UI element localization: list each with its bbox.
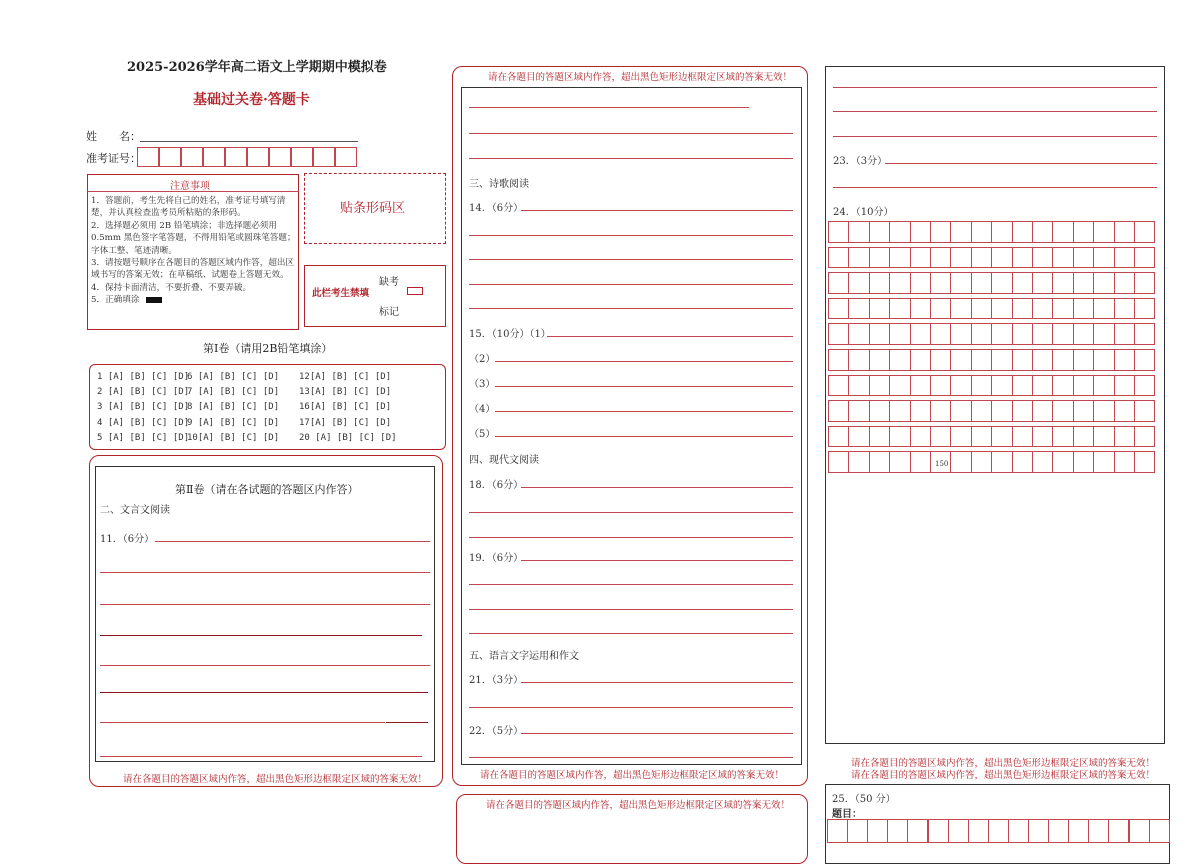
grid-cell[interactable] xyxy=(1028,819,1049,843)
q23-label: 23．（3分） xyxy=(833,156,888,167)
grid-cell[interactable] xyxy=(889,272,910,294)
grid-cell[interactable] xyxy=(1134,375,1155,397)
grid-cell[interactable] xyxy=(1134,451,1155,473)
grid-cell[interactable] xyxy=(991,247,1012,269)
section1-title: 第Ⅰ卷（请用2B铅笔填涂） xyxy=(203,342,333,355)
grid-cell[interactable] xyxy=(869,272,890,294)
notice-item: 1．答题前，考生先将自己的姓名，准考证号填写清楚，并认真检查监考员所粘贴的条形码。 xyxy=(91,196,286,219)
grid-cell[interactable] xyxy=(1134,323,1155,345)
grid-cell[interactable] xyxy=(1032,375,1053,397)
choice-item[interactable]: 20 [A] [B] [C] [D] xyxy=(299,432,397,443)
exam-id-digit-box[interactable] xyxy=(159,147,181,167)
grid-cell[interactable] xyxy=(971,247,992,269)
notice-item: 2．选择题必须用 2B 铅笔填涂；非选择题必须用 0.5mm 黑色签字笔答题，不得用铅笔或圆珠笔答题；字体工整、笔迹清晰。 xyxy=(91,220,296,256)
grid-cell[interactable] xyxy=(889,426,910,448)
grid-cell[interactable] xyxy=(847,819,868,843)
grid-cell[interactable] xyxy=(930,426,951,448)
grid-cell[interactable] xyxy=(991,426,1012,448)
grid-cell[interactable] xyxy=(889,323,910,345)
grid-cell[interactable] xyxy=(910,349,931,371)
grid-cell[interactable] xyxy=(1134,349,1155,371)
q18-label: 18．（6分） xyxy=(469,480,524,491)
grid-cell[interactable] xyxy=(950,426,971,448)
grid-cell[interactable] xyxy=(1114,323,1135,345)
grid-cell[interactable] xyxy=(930,221,951,243)
grid-cell[interactable] xyxy=(1114,247,1135,269)
grid-cell[interactable] xyxy=(848,451,869,473)
grid-cell[interactable] xyxy=(1073,375,1094,397)
choice-item[interactable]: 6 [A] [B] [C] [D] xyxy=(187,372,280,382)
choice-item[interactable]: 12[A] [B] [C] [D] xyxy=(299,372,392,382)
grid-cell[interactable] xyxy=(1012,323,1033,345)
grid-cell[interactable] xyxy=(950,451,971,473)
grid-cell[interactable] xyxy=(1012,247,1033,269)
grid-cell[interactable] xyxy=(910,221,931,243)
grid-cell[interactable] xyxy=(848,375,869,397)
grid-cell[interactable] xyxy=(928,819,949,843)
grid-cell[interactable] xyxy=(869,375,890,397)
absent-mark-top: 缺考 xyxy=(379,277,399,288)
grid-cell[interactable] xyxy=(1073,451,1094,473)
grid-cell[interactable] xyxy=(1093,298,1114,320)
grid-cell[interactable] xyxy=(910,426,931,448)
choice-item[interactable]: 17[A] [B] [C] [D] xyxy=(299,417,392,428)
notice-item: 5．正确填涂 xyxy=(91,294,296,306)
notice-item: 4．保持卡面清洁，不要折叠、不要弄破。 xyxy=(91,282,252,293)
exam-id-digit-box[interactable] xyxy=(181,147,203,167)
grid-cell[interactable] xyxy=(950,298,971,320)
grid-cell[interactable] xyxy=(828,272,849,294)
q21-label: 21．（3分） xyxy=(469,675,524,686)
choice-item[interactable]: 10[A] [B] [C] [D] xyxy=(187,432,280,443)
grid-cell[interactable] xyxy=(910,375,931,397)
grid-cell[interactable] xyxy=(867,819,888,843)
grid-cell[interactable] xyxy=(1129,819,1150,843)
grid-cell[interactable] xyxy=(828,221,849,243)
grid-cell[interactable] xyxy=(1073,349,1094,371)
grid-cell[interactable] xyxy=(1093,323,1114,345)
grid-cell[interactable] xyxy=(1032,323,1053,345)
grid-cell[interactable] xyxy=(848,400,869,422)
grid-cell[interactable] xyxy=(910,451,931,473)
grid-cell[interactable] xyxy=(1114,426,1135,448)
grid-cell[interactable] xyxy=(1052,400,1073,422)
part2-heading: 二、文言文阅读 xyxy=(100,505,170,516)
warning-middle-top: 请在各题目的答题区域内作答，超出黑色矩形边框限定区域的答案无效！ xyxy=(488,72,793,83)
grid-cell[interactable] xyxy=(869,400,890,422)
grid-cell[interactable] xyxy=(1052,247,1073,269)
grid-cell[interactable] xyxy=(930,247,951,269)
grid-cell[interactable] xyxy=(889,375,910,397)
grid-cell[interactable] xyxy=(848,272,869,294)
section2-title: 第Ⅱ卷（请在各试题的答题区内作答） xyxy=(175,483,359,496)
grid-cell[interactable] xyxy=(991,323,1012,345)
grid-cell[interactable] xyxy=(848,247,869,269)
grid-cell[interactable] xyxy=(1088,819,1109,843)
grid-cell[interactable] xyxy=(991,400,1012,422)
part4-heading: 四、现代文阅读 xyxy=(469,455,539,466)
grid-cell[interactable] xyxy=(828,400,849,422)
notice-items xyxy=(91,195,296,307)
grid-cell[interactable] xyxy=(930,375,951,397)
grid-cell[interactable] xyxy=(1093,400,1114,422)
absent-mark-bottom: 标记 xyxy=(379,307,399,318)
grid-cell[interactable] xyxy=(1093,451,1114,473)
grid-cell[interactable] xyxy=(869,247,890,269)
grid-cell[interactable] xyxy=(1114,349,1135,371)
grid-cell[interactable] xyxy=(950,349,971,371)
exam-id-digit-box[interactable] xyxy=(247,147,269,167)
grid-cell[interactable] xyxy=(869,451,890,473)
grid-cell[interactable] xyxy=(910,298,931,320)
grid-cell[interactable] xyxy=(887,819,908,843)
name-label: 姓 名： xyxy=(86,130,141,143)
grid-cell[interactable] xyxy=(889,298,910,320)
choice-item[interactable]: 13[A] [B] [C] [D] xyxy=(299,387,392,398)
grid-cell[interactable] xyxy=(848,349,869,371)
grid-cell[interactable] xyxy=(1012,426,1033,448)
grid-cell[interactable] xyxy=(1114,272,1135,294)
grid-cell[interactable] xyxy=(1093,272,1114,294)
grid-cell[interactable] xyxy=(869,221,890,243)
choice-item[interactable]: 8 [A] [B] [C] [D] xyxy=(187,402,280,413)
filled-sample-icon xyxy=(146,297,162,303)
grid-cell[interactable] xyxy=(1114,375,1135,397)
q24-label: 24．（10分） xyxy=(833,207,894,218)
grid-cell[interactable] xyxy=(828,451,849,473)
exam-id-digit-box[interactable] xyxy=(203,147,225,167)
grid-cell[interactable] xyxy=(968,819,989,843)
grid-cell[interactable] xyxy=(889,349,910,371)
grid-cell[interactable] xyxy=(910,247,931,269)
grid-cell[interactable] xyxy=(1134,426,1155,448)
grid-cell[interactable] xyxy=(971,298,992,320)
grid-cell[interactable] xyxy=(1108,819,1129,843)
warning-right-2: 请在各题目的答题区域内作答，超出黑色矩形边框限定区域的答案无效！ xyxy=(851,770,1156,781)
grid-cell[interactable] xyxy=(889,400,910,422)
grid-cell[interactable] xyxy=(1134,400,1155,422)
q15-sub: （3） xyxy=(469,379,496,390)
exam-id-digit-box[interactable] xyxy=(137,147,159,167)
grid-cell[interactable] xyxy=(1012,272,1033,294)
grid-cell[interactable] xyxy=(1032,426,1053,448)
grid-cell[interactable] xyxy=(1134,298,1155,320)
grid-cell[interactable] xyxy=(1052,451,1073,473)
grid-cell[interactable] xyxy=(950,247,971,269)
exam-id-label: 准考证号： xyxy=(86,152,141,165)
grid-cell[interactable] xyxy=(1032,247,1053,269)
q22-label: 22．（5分） xyxy=(469,726,524,737)
grid-cell[interactable] xyxy=(1032,221,1053,243)
grid-cell[interactable] xyxy=(828,298,849,320)
grid-cell[interactable] xyxy=(1032,272,1053,294)
grid-cell[interactable] xyxy=(1114,298,1135,320)
grid-marker: 150 xyxy=(935,460,949,468)
grid-cell[interactable] xyxy=(848,221,869,243)
grid-cell[interactable] xyxy=(971,400,992,422)
absent-label: 此栏考生禁填 xyxy=(312,288,370,299)
grid-cell[interactable] xyxy=(1093,221,1114,243)
part5-heading: 五、语言文字运用和作文 xyxy=(469,651,579,662)
grid-cell[interactable] xyxy=(1032,400,1053,422)
grid-cell[interactable] xyxy=(869,349,890,371)
grid-cell[interactable] xyxy=(930,272,951,294)
grid-cell[interactable] xyxy=(1093,349,1114,371)
grid-cell[interactable] xyxy=(950,272,971,294)
grid-cell[interactable] xyxy=(1008,819,1029,843)
q15-sub: （4） xyxy=(469,404,496,415)
q15-label: 15．（10分）（1） xyxy=(469,329,551,340)
notice-item: 3．请按题号顺序在各题目的答题区域内作答，超出区域书写的答案无效；在草稿纸、试题卷上答题无效。 xyxy=(91,258,295,281)
grid-cell[interactable] xyxy=(1073,221,1094,243)
grid-cell[interactable] xyxy=(1052,323,1073,345)
grid-cell[interactable] xyxy=(1073,426,1094,448)
grid-cell[interactable] xyxy=(991,451,1012,473)
grid-cell[interactable] xyxy=(1052,375,1073,397)
grid-cell[interactable] xyxy=(971,375,992,397)
grid-cell[interactable] xyxy=(1032,298,1053,320)
exam-id-digit-box[interactable] xyxy=(269,147,291,167)
grid-cell[interactable] xyxy=(971,451,992,473)
choice-item[interactable]: 5 [A] [B] [C] [D] xyxy=(97,432,190,443)
grid-cell[interactable] xyxy=(930,298,951,320)
grid-cell[interactable] xyxy=(828,375,849,397)
q19-label: 19．（6分） xyxy=(469,553,524,564)
grid-cell[interactable] xyxy=(828,349,849,371)
grid-cell[interactable] xyxy=(1134,247,1155,269)
barcode-label: 贴条形码区 xyxy=(340,201,406,216)
grid-cell[interactable] xyxy=(1068,819,1089,843)
grid-cell[interactable] xyxy=(1149,819,1170,843)
grid-cell[interactable] xyxy=(1073,298,1094,320)
grid-cell[interactable] xyxy=(988,819,1009,843)
grid-cell[interactable] xyxy=(1012,400,1033,422)
grid-cell[interactable] xyxy=(948,819,969,843)
grid-cell[interactable] xyxy=(950,375,971,397)
grid-cell[interactable] xyxy=(1048,819,1069,843)
grid-cell[interactable] xyxy=(910,323,931,345)
grid-cell[interactable] xyxy=(827,819,848,843)
grid-cell[interactable] xyxy=(828,323,849,345)
grid-cell[interactable] xyxy=(991,298,1012,320)
grid-cell[interactable] xyxy=(1114,400,1135,422)
grid-cell[interactable] xyxy=(1134,221,1155,243)
exam-id-digit-box[interactable] xyxy=(313,147,335,167)
grid-cell[interactable] xyxy=(1093,375,1114,397)
grid-cell[interactable] xyxy=(950,400,971,422)
grid-cell[interactable] xyxy=(971,323,992,345)
grid-cell[interactable] xyxy=(1032,451,1053,473)
grid-cell[interactable] xyxy=(1093,426,1114,448)
grid-cell[interactable] xyxy=(1012,221,1033,243)
page-subtitle: 基础过关卷·答题卡 xyxy=(193,92,310,108)
exam-id-digit-box[interactable] xyxy=(335,147,357,167)
warning-right-1: 请在各题目的答题区域内作答，超出黑色矩形边框限定区域的答案无效！ xyxy=(851,758,1156,769)
grid-cell[interactable] xyxy=(950,323,971,345)
grid-cell[interactable] xyxy=(848,426,869,448)
absent-checkbox[interactable] xyxy=(407,287,423,295)
grid-cell[interactable] xyxy=(1073,323,1094,345)
essay-topic-label: 题目： xyxy=(832,809,862,820)
grid-cell[interactable] xyxy=(991,375,1012,397)
grid-cell[interactable] xyxy=(1073,272,1094,294)
grid-cell[interactable] xyxy=(869,298,890,320)
grid-cell[interactable] xyxy=(828,247,849,269)
grid-cell[interactable] xyxy=(889,221,910,243)
exam-id-digit-box[interactable] xyxy=(225,147,247,167)
grid-cell[interactable] xyxy=(971,272,992,294)
part3-heading: 三、诗歌阅读 xyxy=(469,179,529,190)
grid-cell[interactable] xyxy=(848,298,869,320)
exam-id-digit-box[interactable] xyxy=(291,147,313,167)
grid-cell[interactable] xyxy=(1073,400,1094,422)
warning-middle-bottom: 请在各题目的答题区域内作答，超出黑色矩形边框限定区域的答案无效！ xyxy=(480,770,785,781)
grid-cell[interactable] xyxy=(1052,298,1073,320)
grid-cell[interactable] xyxy=(1052,349,1073,371)
grid-cell[interactable] xyxy=(910,400,931,422)
choice-item[interactable]: 9 [A] [B] [C] [D] xyxy=(187,417,280,428)
grid-cell[interactable] xyxy=(907,819,928,843)
choice-item[interactable]: 16[A] [B] [C] [D] xyxy=(299,402,392,413)
grid-cell[interactable] xyxy=(930,400,951,422)
page-title: 2025-2026学年高二语文上学期期中模拟卷 xyxy=(127,60,387,75)
grid-cell[interactable] xyxy=(1114,451,1135,473)
q11-label: 11．（6分） xyxy=(100,534,155,545)
grid-cell[interactable] xyxy=(869,426,890,448)
grid-cell[interactable] xyxy=(971,349,992,371)
choice-item[interactable]: 4 [A] [B] [C] [D] xyxy=(97,417,190,428)
choice-item[interactable]: 2 [A] [B] [C] [D] xyxy=(97,387,190,398)
warning-left: 请在各题目的答题区域内作答，超出黑色矩形边框限定区域的答案无效！ xyxy=(123,774,428,785)
grid-cell[interactable] xyxy=(889,247,910,269)
grid-cell[interactable] xyxy=(1032,349,1053,371)
q25-label: 25．（50 分） xyxy=(832,794,896,805)
grid-cell[interactable] xyxy=(1052,426,1073,448)
grid-cell[interactable] xyxy=(930,323,951,345)
grid-cell[interactable] xyxy=(991,221,1012,243)
grid-cell[interactable] xyxy=(1134,272,1155,294)
grid-cell[interactable] xyxy=(889,451,910,473)
grid-cell[interactable] xyxy=(1012,298,1033,320)
grid-cell[interactable] xyxy=(1073,247,1094,269)
grid-cell[interactable] xyxy=(1052,221,1073,243)
notice-title: 注意事项 xyxy=(170,181,210,192)
grid-cell[interactable] xyxy=(848,323,869,345)
grid-cell[interactable] xyxy=(971,221,992,243)
grid-cell[interactable] xyxy=(1012,451,1033,473)
grid-cell[interactable] xyxy=(991,272,1012,294)
grid-cell[interactable] xyxy=(828,426,849,448)
choice-item[interactable]: 1 [A] [B] [C] [D] xyxy=(97,372,190,382)
choice-item[interactable]: 3 [A] [B] [C] [D] xyxy=(97,402,190,413)
q15-sub: （2） xyxy=(469,354,496,365)
q15-sub: （5） xyxy=(469,429,496,440)
q14-label: 14．（6分） xyxy=(469,203,524,214)
grid-cell[interactable] xyxy=(1012,375,1033,397)
choice-item[interactable]: 7 [A] [B] [C] [D] xyxy=(187,387,280,398)
grid-cell[interactable] xyxy=(991,349,1012,371)
grid-cell[interactable] xyxy=(1012,349,1033,371)
grid-cell[interactable] xyxy=(1052,272,1073,294)
grid-cell[interactable] xyxy=(1114,221,1135,243)
grid-cell[interactable] xyxy=(930,349,951,371)
grid-cell[interactable] xyxy=(950,221,971,243)
warning-middle-next: 请在各题目的答题区域内作答，超出黑色矩形边框限定区域的答案无效！ xyxy=(486,800,791,811)
name-field[interactable] xyxy=(140,141,358,142)
grid-cell[interactable] xyxy=(971,426,992,448)
grid-cell[interactable] xyxy=(910,272,931,294)
grid-cell[interactable] xyxy=(1093,247,1114,269)
grid-cell[interactable] xyxy=(869,323,890,345)
